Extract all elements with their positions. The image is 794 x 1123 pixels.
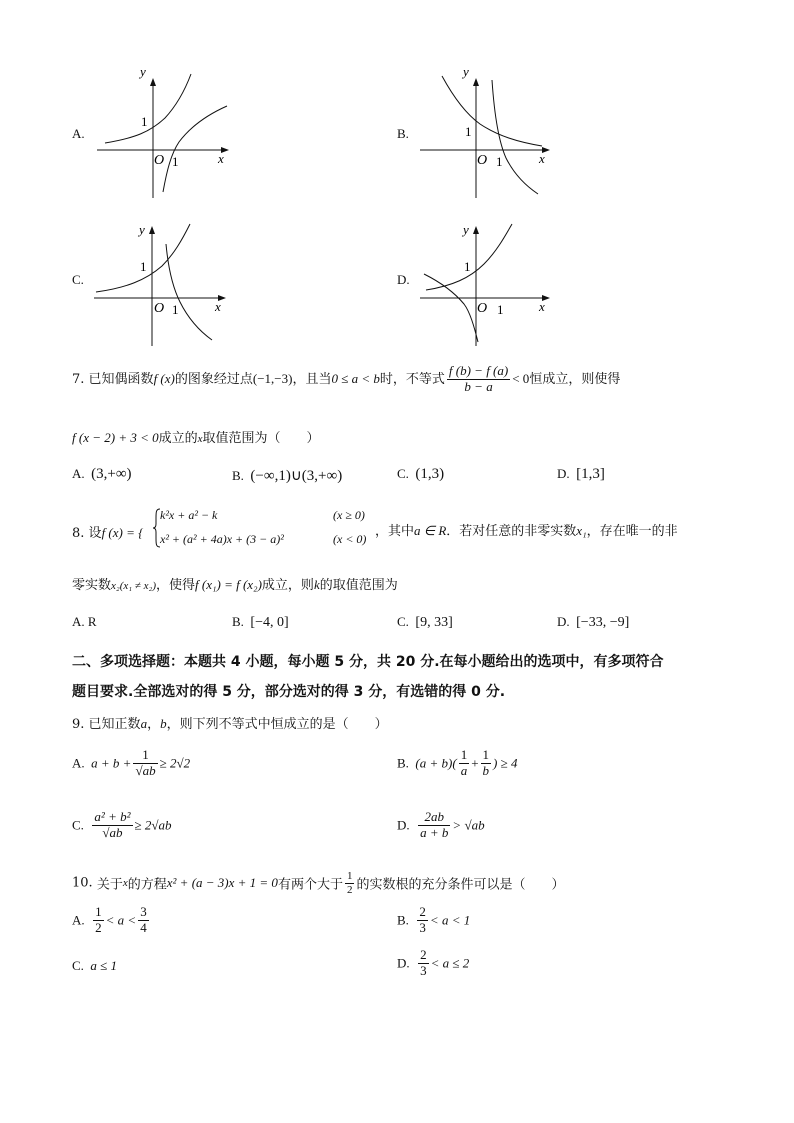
q8-number: 8. bbox=[72, 526, 85, 541]
q10-c-value: a ≤ 1 bbox=[90, 958, 118, 973]
q7-point: (−1,−3) bbox=[252, 370, 293, 386]
frac-den: 3 bbox=[420, 962, 427, 978]
q8-option-d[interactable] bbox=[557, 614, 629, 631]
log-curve bbox=[163, 106, 227, 192]
q7-condition: 0 ≤ a < b bbox=[331, 370, 380, 386]
frac-num: 1 bbox=[346, 870, 353, 882]
graph-a-label: A. bbox=[72, 126, 85, 141]
frac-num: 1 bbox=[482, 747, 490, 762]
option-label: B. bbox=[397, 912, 409, 928]
q9-option-c[interactable] bbox=[72, 810, 172, 841]
q10-stem bbox=[72, 870, 564, 896]
q7-line1 bbox=[72, 364, 620, 395]
q7-text: 时，不等式 bbox=[379, 371, 445, 387]
log-curve bbox=[166, 244, 212, 340]
q9-b-plus: + bbox=[471, 755, 479, 771]
option-label: A. bbox=[72, 466, 85, 481]
q9-b-frac1 bbox=[459, 748, 470, 779]
q8-option-a[interactable] bbox=[72, 614, 97, 630]
q9-c-frac bbox=[92, 810, 132, 841]
option-label: B. bbox=[232, 614, 244, 629]
q7-x: x bbox=[197, 433, 203, 445]
q10-option-c[interactable] bbox=[72, 958, 117, 974]
y-axis-label: y bbox=[463, 70, 469, 79]
q9-stem bbox=[72, 713, 388, 732]
option-label: B. bbox=[232, 468, 244, 483]
q8-option-c[interactable] bbox=[397, 614, 453, 631]
frac-num: 1 bbox=[95, 904, 102, 919]
q8-text: 零实数 bbox=[72, 578, 112, 593]
x-axis-label: x bbox=[218, 151, 224, 166]
option-value: (−∞,1)∪(3,+∞) bbox=[250, 468, 343, 484]
y-axis-arrow bbox=[473, 78, 479, 86]
q7-inequality: f (x − 2) + 3 < 0 bbox=[72, 430, 159, 445]
section2-line1: 二、多项选择题：本题共 4 小题，每小题 5 分，共 20 分.在每小题给出的选项中，有多项符合 bbox=[72, 654, 664, 670]
q7-text: 恒成立，则使得 bbox=[529, 371, 621, 387]
frac-num: a² + b² bbox=[94, 809, 131, 824]
q9-b: b bbox=[160, 716, 167, 731]
option-label: C. bbox=[397, 466, 409, 481]
graph-a bbox=[95, 70, 235, 200]
option-label: A. bbox=[72, 755, 85, 771]
q9-option-a[interactable] bbox=[72, 748, 190, 779]
frac-den: 2 bbox=[346, 883, 353, 896]
q7-text: ，且当 bbox=[292, 371, 332, 387]
q9-d-right: > √ab bbox=[452, 817, 485, 833]
q7-option-d[interactable] bbox=[557, 466, 605, 483]
x-one-label: 1 bbox=[497, 302, 504, 317]
q7-lt0: < 0 bbox=[512, 370, 530, 386]
y-axis-label: y bbox=[139, 222, 145, 237]
q9-text: 已知正数 bbox=[88, 717, 141, 732]
frac-num: 1 bbox=[133, 748, 157, 764]
q9-option-b[interactable] bbox=[397, 748, 518, 779]
q9-d-frac bbox=[418, 810, 450, 841]
q10-text: 有两个大于 bbox=[277, 877, 343, 893]
q7-text: 取值范围为（ ） bbox=[202, 431, 320, 446]
frac-den: √ab bbox=[102, 824, 123, 840]
option-label: B. bbox=[397, 755, 409, 771]
q9-option-d[interactable] bbox=[397, 810, 485, 841]
q8-x1: x₁ bbox=[576, 523, 587, 538]
frac-den: 4 bbox=[140, 919, 147, 935]
q8-line2 bbox=[72, 574, 398, 593]
q9-b-right: ) ≥ 4 bbox=[493, 755, 518, 771]
frac-num: 1 bbox=[460, 747, 468, 762]
q7-option-c[interactable] bbox=[397, 466, 444, 483]
q8-text: ，使得 bbox=[156, 578, 196, 593]
frac-den: 2 bbox=[95, 919, 102, 935]
q8-text: 成立，则 bbox=[261, 578, 314, 593]
option-value: (1,3) bbox=[415, 466, 445, 482]
y-axis-label: y bbox=[140, 70, 146, 79]
q9-sep: ， bbox=[147, 717, 161, 732]
q7-frac-den: b − a bbox=[464, 378, 493, 394]
q9-a-left: a + b + bbox=[91, 755, 132, 771]
q8-x2-cond: x₂(x₁ ≠ x₂) bbox=[111, 580, 156, 592]
q10-a-frac1 bbox=[93, 905, 104, 936]
option-label: A. bbox=[72, 912, 85, 928]
option-label: D. bbox=[397, 817, 410, 833]
y-one-label: 1 bbox=[140, 259, 147, 274]
q10-text: 的方程 bbox=[127, 877, 167, 893]
origin-label: O bbox=[154, 153, 165, 168]
q7-text: 已知偶函数 bbox=[88, 371, 154, 387]
q8-case2-cond: (x < 0) bbox=[333, 532, 367, 546]
q9-a-frac bbox=[133, 748, 157, 779]
exp-curve bbox=[426, 224, 512, 290]
q10-text: 的实数根的充分条件可以是（ ） bbox=[356, 877, 565, 893]
y-one-label: 1 bbox=[464, 259, 471, 274]
q8-case1-cond: (x ≥ 0) bbox=[333, 508, 365, 522]
q10-option-a[interactable] bbox=[72, 905, 151, 936]
q8-text: 的取值范围为 bbox=[319, 578, 398, 593]
q8-option-b[interactable] bbox=[232, 614, 289, 631]
option-label: A. bbox=[72, 614, 85, 629]
graph-c-label: C. bbox=[72, 272, 84, 287]
option-label: D. bbox=[557, 614, 570, 629]
log-curve bbox=[492, 80, 538, 194]
option-value: [−4, 0] bbox=[250, 615, 289, 630]
q7-option-a[interactable] bbox=[72, 466, 132, 483]
q10-d-frac bbox=[418, 948, 429, 979]
x-axis-label: x bbox=[215, 299, 221, 314]
option-label: C. bbox=[72, 958, 84, 973]
q10-d-right: < a ≤ 2 bbox=[430, 955, 470, 971]
q8-brace bbox=[153, 508, 161, 548]
q7-text: 成立的 bbox=[158, 431, 198, 446]
q8-text: ．若对任意的非零实数 bbox=[446, 524, 577, 539]
q10-b-frac bbox=[417, 905, 428, 936]
q7-frac-num: f (b) − f (a) bbox=[448, 363, 509, 378]
q10-text: 关于 bbox=[96, 877, 123, 893]
q10-x: x bbox=[122, 877, 128, 890]
x-one-label: 1 bbox=[172, 302, 179, 317]
origin-label: O bbox=[154, 301, 165, 316]
q10-a-mid: < a < bbox=[105, 912, 137, 928]
q8-text: ，存在唯一的非 bbox=[586, 524, 678, 539]
x-axis-label: x bbox=[539, 299, 545, 314]
q8-line1-right bbox=[375, 520, 678, 539]
frac-den: a + b bbox=[420, 824, 449, 840]
q9-number: 9. bbox=[72, 717, 85, 732]
q8-text: 设 bbox=[88, 526, 102, 541]
graph-b-label: B. bbox=[397, 126, 409, 141]
q8-equation: f (x₁) = f (x₂) bbox=[195, 577, 262, 592]
graph-d-label: D. bbox=[397, 272, 410, 287]
option-value: [−33, −9] bbox=[576, 615, 630, 630]
q10-a-frac2 bbox=[138, 905, 149, 936]
q8-k: k bbox=[313, 577, 320, 592]
q9-b-frac2 bbox=[481, 748, 492, 779]
q7-text: 的图象经过点 bbox=[174, 371, 253, 387]
q10-option-d[interactable] bbox=[397, 948, 469, 979]
option-value: [9, 33] bbox=[415, 615, 453, 630]
q9-a: a bbox=[140, 716, 148, 731]
frac-num: 2ab bbox=[418, 810, 450, 826]
origin-label: O bbox=[477, 153, 488, 168]
q8-text: ，其中 bbox=[375, 524, 415, 539]
y-axis-label: y bbox=[463, 222, 469, 237]
option-label: C. bbox=[72, 817, 84, 833]
y-axis-arrow bbox=[473, 226, 479, 234]
graph-d bbox=[418, 218, 558, 348]
option-value: R bbox=[87, 614, 97, 629]
q8-line1-left bbox=[72, 522, 143, 541]
q10-equation: x² + (a − 3)x + 1 = 0 bbox=[166, 875, 278, 891]
q8-a-in-r: a ∈ R bbox=[414, 523, 447, 538]
q7-line2 bbox=[72, 427, 320, 446]
q10-number: 10. bbox=[72, 875, 93, 891]
q10-option-b[interactable] bbox=[397, 905, 470, 936]
q8-case1: k²x + a² − k bbox=[160, 508, 218, 522]
q9-c-right: ≥ 2√ab bbox=[134, 817, 172, 833]
q7-fraction bbox=[447, 364, 510, 395]
exp-curve bbox=[105, 74, 191, 143]
y-axis-arrow bbox=[149, 226, 155, 234]
frac-num: 2 bbox=[419, 904, 426, 919]
q9-text: ，则下列不等式中恒成立的是（ ） bbox=[166, 717, 388, 732]
option-label: C. bbox=[397, 614, 409, 629]
section2-line2: 题目要求.全部选对的得 5 分，部分选对的得 3 分，有选错的得 0 分. bbox=[72, 684, 506, 700]
q7-number: 7. bbox=[72, 371, 85, 387]
q8-fx: f (x) = { bbox=[101, 525, 144, 540]
option-value: [1,3] bbox=[576, 466, 605, 482]
q8-case2: x² + (a² + 4a)x + (3 − a)² bbox=[160, 532, 284, 546]
q9-b-left: (a + b)( bbox=[415, 755, 457, 771]
graph-c bbox=[92, 218, 232, 348]
y-one-label: 1 bbox=[141, 114, 148, 129]
x-one-label: 1 bbox=[496, 154, 503, 169]
option-label: D. bbox=[397, 955, 410, 971]
graph-b bbox=[418, 70, 558, 200]
y-axis-arrow bbox=[150, 78, 156, 86]
q7-option-b[interactable] bbox=[232, 466, 342, 485]
q10-half bbox=[345, 870, 355, 896]
y-one-label: 1 bbox=[465, 124, 472, 139]
x-one-label: 1 bbox=[172, 154, 179, 169]
frac-num: 2 bbox=[420, 947, 427, 962]
frac-num: 3 bbox=[140, 904, 147, 919]
option-value: (3,+∞) bbox=[91, 466, 132, 482]
frac-den: b bbox=[482, 762, 490, 778]
q10-b-right: < a < 1 bbox=[429, 912, 471, 928]
frac-den: √ab bbox=[135, 762, 156, 778]
frac-den: 3 bbox=[419, 919, 426, 935]
option-label: D. bbox=[557, 466, 570, 481]
origin-label: O bbox=[477, 301, 488, 316]
q9-a-right: ≥ 2√2 bbox=[159, 755, 191, 771]
frac-den: a bbox=[460, 762, 468, 778]
q7-fx: f (x) bbox=[153, 370, 175, 386]
x-axis-label: x bbox=[539, 151, 545, 166]
